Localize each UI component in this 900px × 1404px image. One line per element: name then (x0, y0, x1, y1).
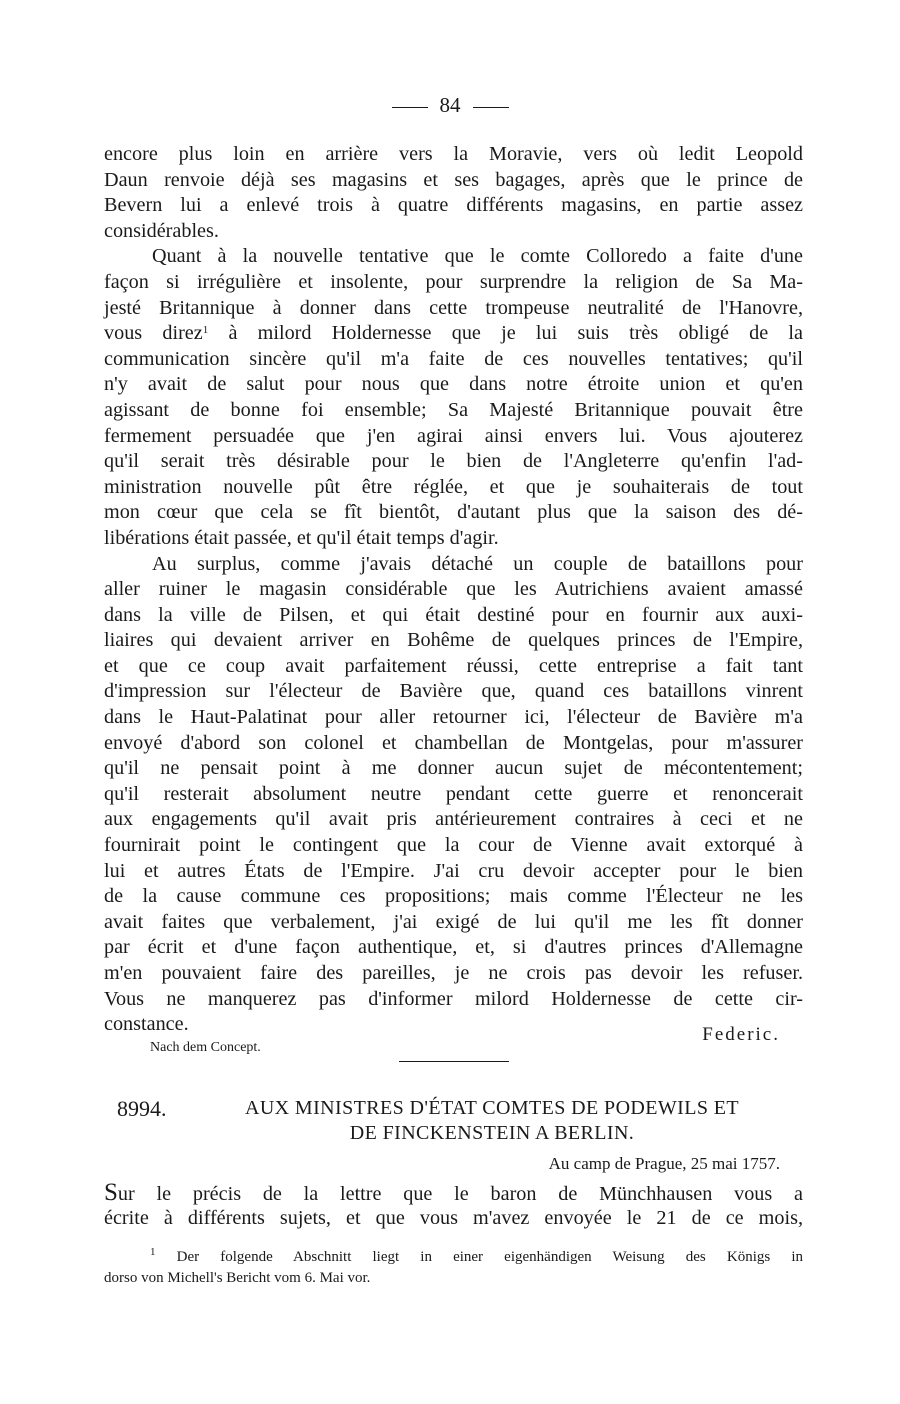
letter-place-date: Au camp de Prague, 25 mai 1757. (548, 1154, 780, 1173)
text-line: envoyé d'abord son colonel et chambellan de Montgelas, pour m'assurer (104, 731, 803, 754)
text-line: n'y avait de salut pour nous que dans notre étroite union et qu'en (104, 373, 803, 396)
text-line: mon cœur que cela se fît bientôt, d'autant plus que la saison des dé- (104, 501, 803, 524)
text-line: de la cause commune ces propositions; mais comme l'Électeur ne les (104, 885, 803, 908)
footnote-ref-line-rest: à milord Holdernesse que je lui suis très obligé de la (228, 322, 804, 345)
text-line: communication sincère qu'il m'a faite de ces nouvelles tentatives; qu'il (104, 347, 803, 370)
letter-number: 8994. (117, 1096, 167, 1121)
text-line: d'impression sur l'électeur de Bavière que, quand ces bataillons vinrent (104, 680, 803, 703)
paragraph-start-line: Quant à la nouvelle tentative que le comte Colloredo a faite d'une (152, 245, 803, 268)
text-line: agissant de bonne foi ensemble; Sa Majesté Britannique pouvait être (104, 398, 803, 421)
footnote-text: Der folgende Abschnitt liegt in einer eigenhändigen Weisung des Königs in (176, 1249, 804, 1265)
text-line: m'en pouvaient faire des pareilles, je ne crois pas devoir les refuser. (104, 962, 803, 984)
text-line: jesté Britannique à donner dans cette trompeuse neutralité de l'Hanovre, (104, 296, 803, 319)
footnote-line (104, 1247, 803, 1268)
text-line: par écrit et d'une façon authentique, et, si d'autres princes d'Allemagne (104, 936, 803, 959)
text-line: avait faites que verbalement, j'ai exigé de lui qu'il me les fît donner (104, 910, 803, 933)
text-line: encore plus loin en arrière vers la Moravie, vers où ledit Leopold (104, 143, 803, 165)
paragraph-start-line: Au surplus, comme j'avais détaché un couple de bataillons pour (152, 552, 803, 575)
footnote (104, 1247, 803, 1289)
page-number (0, 92, 900, 118)
source-note: Nach dem Concept. (150, 1040, 261, 1055)
section-divider (399, 1061, 509, 1062)
letter-heading: AUX MINISTRES D'ÉTAT COMTES DE PODEWILS ET DE FINCKENSTEIN A BERLIN. (245, 1097, 739, 1144)
footnote-ref-line-start: vous direz (104, 322, 203, 345)
letter-body (104, 1180, 803, 1231)
footnote-line: dorso von Michell's Bericht vom 6. Mai vor. (104, 1270, 371, 1286)
text-line: Vous ne manquerez pas d'informer milord Holdernesse de cette cir- (104, 987, 803, 1010)
page-number-rule-left (392, 107, 428, 108)
text-line-with-footnote-ref (104, 321, 803, 347)
text-line: lui et autres États de l'Empire. J'ai cru devoir accepter pour le bien (104, 859, 803, 882)
text-line: aux engagements qu'il avait pris antérieurement contraires à ceci et ne (104, 808, 803, 831)
text-line: dans la ville de Pilsen, et qui était destiné pour en fournir aux auxi- (104, 603, 803, 626)
text-line: constance. (104, 1013, 189, 1036)
text-line: libérations était passée, et qu'il était temps d'agir. (104, 526, 499, 549)
footnote-reference: 1 (202, 324, 209, 337)
body-text (104, 142, 803, 1038)
text-line: dans le Haut-Palatinat pour aller retourner ici, l'électeur de Bavière m'a (104, 706, 803, 729)
text-line: qu'il serait très désirable pour le bien de l'Angleterre qu'enfin l'ad- (104, 450, 803, 473)
footnote-mark: 1 (150, 1246, 156, 1258)
text-line: fournirait point le contingent que la cour de Vienne avait extorqué à (104, 834, 803, 857)
text-line: et que ce coup avait parfaitement réussi, cette entreprise a fait tant (104, 654, 803, 677)
text-line: Bevern lui a enlevé trois à quatre différents magasins, en partie assez (104, 194, 803, 217)
text-line: Sur le précis de la lettre que le baron de Münchhausen vous a (104, 1179, 803, 1206)
text-line: Daun renvoie déjà ses magasins et ses bagages, après que le prince de (104, 168, 803, 191)
text-line: ministration nouvelle pût être réglée, et que je souhaiterais de tout (104, 475, 803, 498)
text-line: considérables. (104, 219, 219, 242)
page-number-rule-right (473, 107, 509, 108)
text-line: fermement persuadée que j'en agirai ainsi envers lui. Vous ajouterez (104, 424, 803, 447)
text-line: qu'il resterait absolument neutre pendant cette guerre et renoncerait (104, 782, 803, 805)
text-line: aller ruiner le magasin considérable que les Autrichiens avaient amassé (104, 578, 803, 601)
signature: Federic. (702, 1024, 780, 1045)
text-line: qu'il ne pensait point à me donner aucun sujet de mécontentement; (104, 757, 803, 780)
text-line: écrite à différents sujets, et que vous m'avez envoyée le 21 de ce mois, (104, 1206, 803, 1229)
text-line: liaires qui devaient arriver en Bohême de quelques princes de l'Empire, (104, 629, 803, 652)
text-line: façon si irrégulière et insolente, pour surprendre la religion de Sa Ma- (104, 270, 803, 293)
page-number-text: 84 (439, 93, 461, 117)
